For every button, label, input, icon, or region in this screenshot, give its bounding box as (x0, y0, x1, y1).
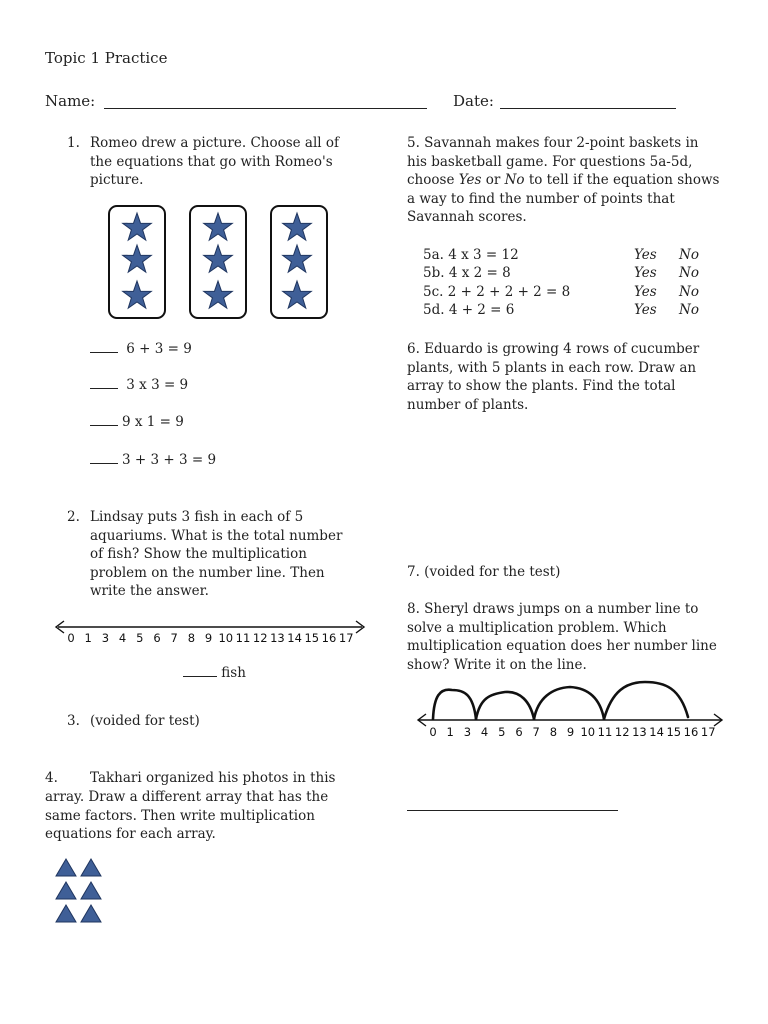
equation-text: 3 + 3 + 3 = 9 (122, 452, 217, 468)
tick-label: 9 (204, 631, 213, 645)
jump-arcs (433, 682, 688, 719)
page-title: Topic 1 Practice (45, 49, 168, 67)
q6-text (407, 340, 699, 414)
tick-label: 1 (446, 725, 454, 739)
star-icon (123, 213, 152, 240)
no-option[interactable]: No (679, 265, 699, 281)
tick-label: 8 (549, 725, 558, 739)
number-line-q8 (410, 676, 730, 744)
q5c-equation: 5c. 2 + 2 + 2 + 2 = 8 (423, 284, 571, 300)
q2-number: 2. (67, 509, 80, 525)
tick-label: 15 (304, 631, 320, 645)
triangle-icon (81, 905, 101, 922)
triangle-icon (81, 859, 101, 876)
triangle-icon (56, 882, 76, 899)
tick-label: 16 (683, 725, 699, 739)
answer-blank[interactable] (90, 377, 118, 389)
q5-text (407, 134, 719, 227)
tick-label: 13 (632, 725, 647, 739)
tick-label: 14 (649, 725, 664, 739)
answer-blank[interactable] (90, 414, 118, 426)
tick-label: 17 (700, 725, 716, 739)
q5-line: a way to find the number of points that (407, 190, 675, 207)
triangle-icon (56, 859, 76, 876)
q2-line: of fish? Show the multiplication (90, 546, 307, 562)
equation-text: 9 x 1 = 9 (122, 414, 184, 430)
q8-answer-line[interactable] (407, 810, 618, 811)
jump-arc (604, 682, 688, 719)
tick-label: 10 (580, 725, 596, 739)
tick-label: 15 (666, 725, 682, 739)
no-option[interactable]: No (679, 302, 699, 318)
q6-line: number of plants. (407, 396, 529, 413)
tick-label: 1 (84, 631, 92, 645)
q6-line: 6. Eduardo is growing 4 rows of cucumber (407, 341, 700, 357)
q5-line: Savannah scores. (407, 209, 527, 225)
q1-number: 1. (67, 135, 80, 151)
answer-blank[interactable] (90, 341, 118, 353)
q3-text: (voided for test) (90, 713, 200, 729)
tick-label: 16 (321, 631, 337, 645)
star-icon (204, 281, 233, 308)
q2-line: problem on the number line. Then (90, 564, 325, 581)
q2-line: write the answer. (90, 583, 209, 599)
triangle-array (50, 856, 110, 928)
q1-line: the equations that go with Romeo's (90, 153, 333, 170)
tick-label: 4 (118, 631, 127, 645)
answer-unit: fish (221, 665, 246, 681)
tick-label: 11 (235, 631, 251, 645)
tick-label: 7 (532, 725, 540, 739)
number-line-q2[interactable] (50, 615, 370, 647)
tick-labels (429, 725, 715, 739)
q4-line: same factors. Then write multiplication (45, 807, 315, 824)
tick-label: 3 (101, 631, 110, 645)
q8-text (407, 600, 717, 674)
triangle-icon (56, 905, 76, 922)
q5-word: or (485, 172, 501, 188)
q3-number: 3. (67, 713, 80, 729)
no-option[interactable]: No (679, 284, 699, 300)
answer-blank[interactable] (90, 452, 118, 464)
star-icon (123, 281, 152, 308)
tick-label: 6 (515, 725, 523, 739)
yes-option[interactable]: Yes (634, 265, 657, 281)
q8-line: multiplication equation does her number line (407, 638, 717, 654)
tick-label: 5 (498, 725, 506, 739)
q5-word: to tell if the equation shows (528, 172, 720, 188)
yes-option[interactable]: Yes (634, 284, 657, 300)
tick-label: 10 (218, 631, 234, 645)
q5a-equation: 5a. 4 x 3 = 12 (423, 247, 519, 263)
tick-label: 5 (136, 631, 144, 645)
q4-number: 4. (45, 770, 58, 786)
q5-line: his basketball game. For questions 5a-5d, (407, 153, 693, 170)
q2-line: Lindsay puts 3 fish in each of 5 (90, 509, 304, 525)
tick-label: 12 (252, 631, 268, 645)
equation-text: 3 x 3 = 9 (122, 377, 189, 393)
q5b-equation: 5b. 4 x 2 = 8 (423, 265, 511, 281)
tick-label: 3 (463, 725, 472, 739)
q1-option (90, 452, 216, 468)
tick-label: 12 (614, 725, 630, 739)
q4-line: equations for each array. (45, 826, 216, 842)
tick-label: 4 (480, 725, 489, 739)
q5-word: choose (407, 172, 455, 188)
q4-text (45, 788, 328, 844)
q5-no-word: No (504, 172, 525, 188)
star-icon (204, 213, 233, 240)
star-icon (123, 245, 152, 272)
q8-line: show? Write it on the line. (407, 656, 587, 673)
q4-line: Takhari organized his photos in this (90, 770, 336, 786)
no-option[interactable]: No (679, 247, 699, 263)
star-icon (283, 245, 312, 272)
q1-option (90, 377, 188, 393)
tick-label: 7 (170, 631, 178, 645)
tick-label: 6 (153, 631, 161, 645)
q6-line: array to show the plants. Find the total (407, 378, 676, 394)
q2-answer (183, 662, 246, 681)
tick-label: 9 (566, 725, 575, 739)
q5-line (407, 171, 719, 190)
yes-option[interactable]: Yes (634, 302, 657, 318)
q2-line: aquariums. What is the total number (90, 527, 343, 544)
yes-option[interactable]: Yes (634, 247, 657, 263)
q5-line: 5. Savannah makes four 2-point baskets in (407, 135, 699, 151)
q8-line: solve a multiplication problem. Which (407, 619, 667, 636)
jump-arc (476, 692, 534, 719)
tick-label: 17 (338, 631, 354, 645)
tick-label: 11 (597, 725, 613, 739)
date-label: Date: (453, 92, 494, 110)
answer-blank[interactable] (183, 662, 217, 677)
q1-line: Romeo drew a picture. Choose all of (90, 135, 340, 151)
tick-label: 13 (270, 631, 285, 645)
tick-labels (67, 631, 353, 645)
q4-line: array. Draw a different array that has the (45, 789, 329, 805)
q7-text: 7. (voided for the test) (407, 564, 561, 580)
tick-label: 8 (187, 631, 196, 645)
q2-text (90, 508, 342, 601)
q5-yes-word: Yes (458, 172, 482, 188)
q5d-equation: 5d. 4 + 2 = 6 (423, 302, 515, 318)
star-icon (283, 213, 312, 240)
tick-label: 0 (67, 631, 75, 645)
name-label: Name: (45, 92, 96, 110)
jump-arc (433, 690, 476, 719)
tick-label: 14 (287, 631, 302, 645)
q1-option (90, 414, 184, 430)
star-icon (204, 245, 233, 272)
q6-line: plants, with 5 plants in each row. Draw an (407, 359, 697, 376)
q8-line: 8. Sheryl draws jumps on a number line to (407, 601, 699, 617)
star-icon (283, 281, 312, 308)
equation-text: 6 + 3 = 9 (122, 341, 192, 357)
jump-arc (534, 687, 604, 719)
q1-option (90, 341, 192, 357)
triangle-icon (81, 882, 101, 899)
tick-label: 0 (429, 725, 437, 739)
q1-line: picture. (90, 172, 144, 188)
